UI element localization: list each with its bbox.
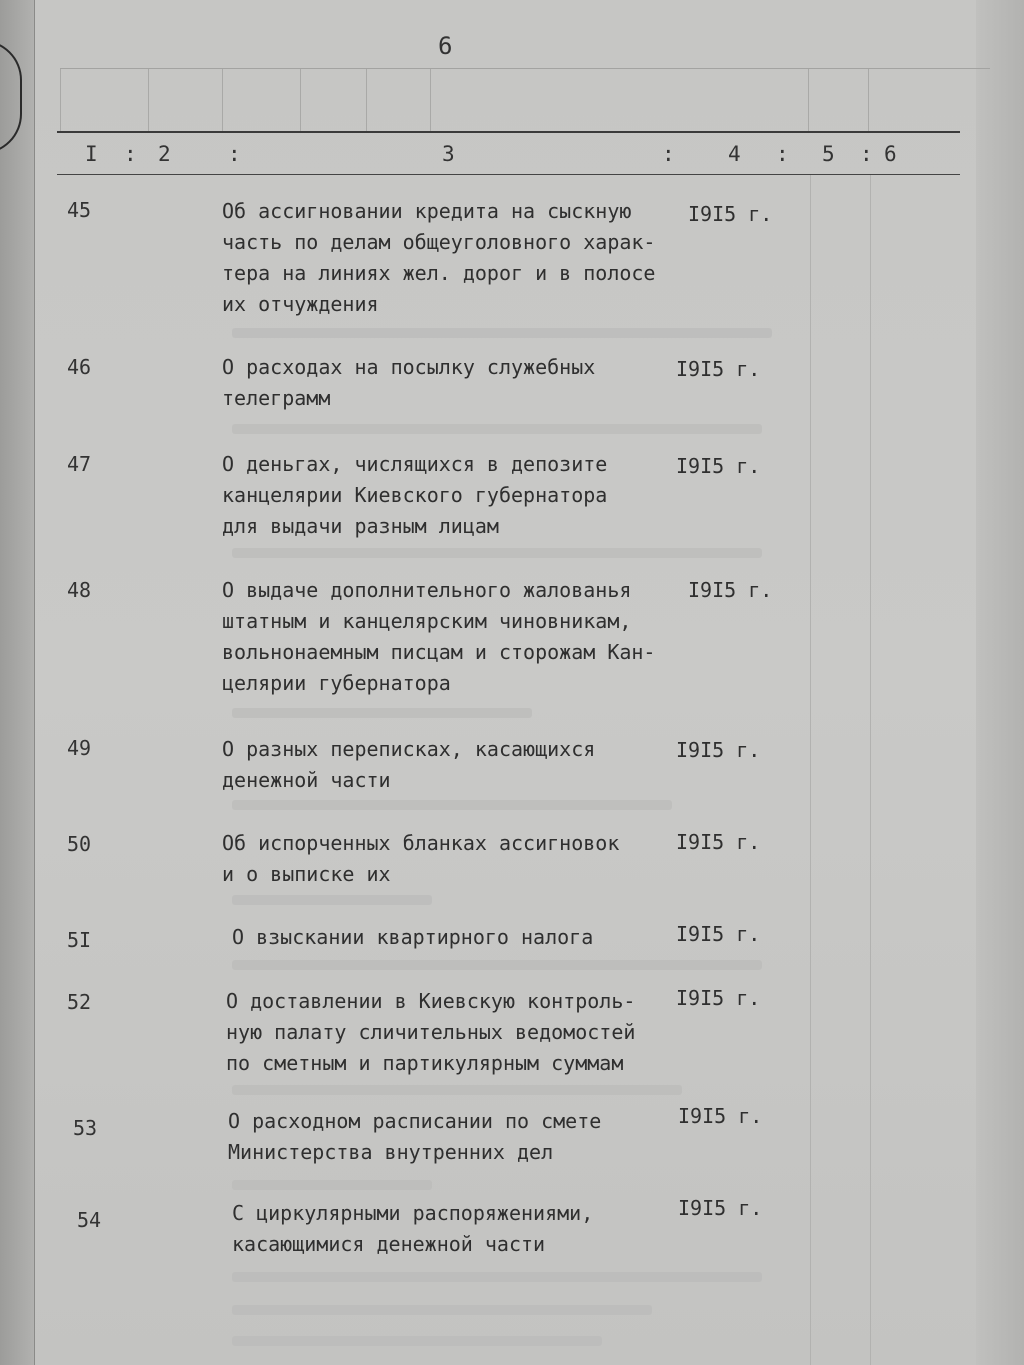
entry-date: I9I5 г. xyxy=(676,357,761,381)
bleed-through-mark xyxy=(232,548,762,558)
entry-number: 52 xyxy=(67,990,92,1014)
header-grid-line xyxy=(222,69,223,131)
entry-title: О выдаче дополнительного жалованья штатным и канцелярским чиновникам, вольнонаемным писцам и сторожам Кан- целярии губернатора xyxy=(222,578,656,695)
entry-date: I9I5 г. xyxy=(676,922,761,946)
column-number: 3 xyxy=(442,142,455,166)
header-grid-line xyxy=(808,69,809,131)
entry-date: I9I5 г. xyxy=(688,202,773,226)
header-grid-line xyxy=(366,69,367,131)
entry-date: I9I5 г. xyxy=(688,578,773,602)
entry-title: О разных переписках, касающихся денежной части xyxy=(222,737,596,792)
header-grid-line xyxy=(60,69,61,131)
column-number: 5 xyxy=(822,142,835,166)
column-separator: : xyxy=(776,142,789,166)
column-number: I xyxy=(85,142,98,166)
entry-date: I9I5 г. xyxy=(676,986,761,1010)
bleed-through-mark xyxy=(232,424,762,434)
column-separator: : xyxy=(228,142,241,166)
header-top-rule xyxy=(57,131,960,133)
column-rule xyxy=(870,175,871,1365)
header-bottom-rule xyxy=(57,174,960,175)
entry-title: О взыскании квартирного налога xyxy=(232,925,594,949)
entry-title: О расходном расписании по смете Министерства внутренних дел xyxy=(228,1109,602,1164)
bleed-through-mark xyxy=(232,708,532,718)
bleed-through-mark xyxy=(232,1272,762,1282)
bleed-through-mark xyxy=(232,328,772,338)
bleed-through-mark xyxy=(232,1305,652,1315)
column-number: 6 xyxy=(884,142,897,166)
entry-title: О деньгах, числящихся в депозите канцелярии Киевского губернатора для выдачи разным лицам xyxy=(222,452,608,538)
entry-date: I9I5 г. xyxy=(676,454,761,478)
entry-title: Об ассигновании кредита на сыскную часть по делам общеуголовного харак- тера на линиях жел. дорог и в полосе их отчуждения xyxy=(222,199,656,316)
entry-title: О доставлении в Киевскую контроль- ную палату сличительных ведомостей по сметным и партикулярным суммам xyxy=(226,989,636,1075)
entry-number: 53 xyxy=(73,1116,98,1140)
entry-number: 54 xyxy=(77,1208,102,1232)
column-separator: : xyxy=(124,142,137,166)
entry-number: 49 xyxy=(67,736,92,760)
bleed-through-mark xyxy=(232,1180,432,1190)
bleed-through-mark xyxy=(232,800,672,810)
column-rule xyxy=(810,175,811,1365)
column-separator: : xyxy=(860,142,873,166)
bleed-through-mark xyxy=(232,960,762,970)
entry-number: 48 xyxy=(67,578,92,602)
entry-date: I9I5 г. xyxy=(678,1104,763,1128)
faint-header-grid xyxy=(60,68,990,131)
entry-title: С циркулярными распоряжениями, касающимися денежной части xyxy=(232,1201,594,1256)
entry-number: 5I xyxy=(67,928,92,952)
header-grid-line xyxy=(300,69,301,131)
column-number: 2 xyxy=(158,142,171,166)
header-grid-line xyxy=(868,69,869,131)
entry-number: 45 xyxy=(67,198,92,222)
sheet-right-edge xyxy=(976,0,1024,1365)
entry-number: 47 xyxy=(67,452,92,476)
entry-date: I9I5 г. xyxy=(678,1196,763,1220)
header-grid-line xyxy=(148,69,149,131)
entry-title: Об испорченных бланках ассигновок и о выписке их xyxy=(222,831,620,886)
page-number: 6 xyxy=(438,32,453,60)
column-number: 4 xyxy=(728,142,741,166)
entry-date: I9I5 г. xyxy=(676,738,761,762)
bleed-through-mark xyxy=(232,895,432,905)
bleed-through-mark xyxy=(232,1085,682,1095)
column-separator: : xyxy=(662,142,675,166)
entry-number: 46 xyxy=(67,355,92,379)
entry-date: I9I5 г. xyxy=(676,830,761,854)
bleed-through-mark xyxy=(232,1336,602,1346)
entry-number: 50 xyxy=(67,832,92,856)
entry-title: О расходах на посылку служебных телеграмм xyxy=(222,355,596,410)
header-grid-line xyxy=(430,69,431,131)
